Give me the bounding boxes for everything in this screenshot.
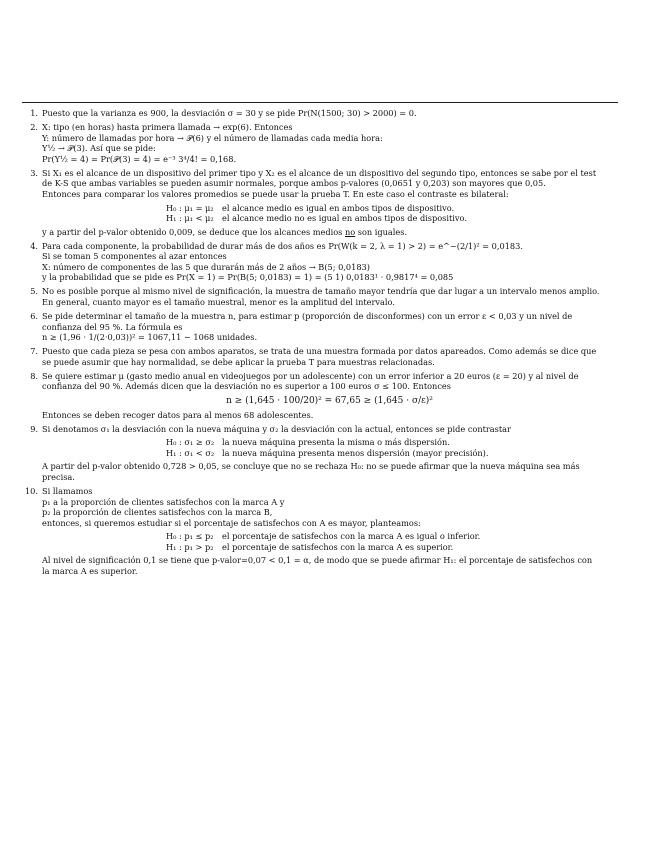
solutions-document — [24, 108, 617, 580]
hypothesis-symbol: H₀ : μ₁ = μ₂ — [166, 202, 214, 213]
hypothesis-null — [166, 531, 617, 542]
solution-item-4 — [24, 241, 617, 283]
underlined-word: no — [344, 226, 356, 237]
formula-line: Pr(Y½ = 4) = Pr(𝒫(3) = 4) = e⁻³ 3⁴/4! = 0,168. — [42, 153, 237, 164]
item-number: 4. — [30, 240, 38, 251]
hypothesis-text: el porcentaje de satisfechos con la marca A es superior. — [222, 541, 454, 552]
hypothesis-text: el porcentaje de satisfechos con la marca A es igual o inferior. — [222, 531, 481, 542]
hypothesis-text: el alcance medio no es igual en ambos tipos de dispositivo. — [222, 213, 467, 224]
solution-text: p₁ a la proporción de clientes satisfechos con la marca A y — [42, 496, 285, 507]
display-formula: n ≥ (1,645 · 100/20)² = 67,65 ≥ (1,645 · σ/ε)² — [226, 395, 433, 406]
solution-item-3 — [24, 168, 617, 238]
hypothesis-text: el alcance medio es igual en ambos tipos de dispositivo. — [222, 202, 455, 213]
item-number: 6. — [30, 311, 38, 322]
hypothesis-alternative — [166, 448, 617, 459]
hypothesis-null — [166, 203, 617, 214]
solution-text: Se quiere estimar μ (gasto medio anual en videojuegos por un adolescente) con un error inferior a 20 euros (ε = 20) y al nivel de — [42, 370, 579, 381]
solution-text: Si se toman 5 componentes al azar entonces — [42, 251, 227, 262]
hypothesis-text: la nueva máquina presenta la misma o más dispersión. — [222, 437, 450, 448]
hypothesis-block — [166, 203, 617, 224]
solution-text: de K-S que ambas variables se pueden asumir normales, porque ambos p-valores (0,0651 y 0,203) son mayores que 0,05. — [42, 178, 546, 189]
solution-text: No es posible porque al mismo nivel de significación, la muestra de tamaño mayor tendría que dar lugar a un intervalo menos amplio. — [42, 286, 600, 297]
solution-text: confianza del 90 %. Además dicen que la desviación no es superior a 100 euros σ ≤ 100. Entonces — [42, 381, 451, 392]
solution-text: X: tipo (en horas) hasta primera llamada → exp(6). Entonces — [42, 121, 293, 132]
solution-text: Puesto que la varianza es 900, la desviación σ = 30 y se pide Pr(N(1500; 30) > 2000) = 0. — [42, 108, 417, 118]
solution-text: Entonces para comparar los valores promedios se puede usar la prueba T. En este caso el contraste es bilateral: — [42, 188, 509, 199]
conclusion-text: A partir del p-valor obtenido 0,728 > 0,05, se concluye que no se rechaza H₀: no se puede afirmar que la nueva máquina sea más — [42, 461, 580, 472]
solution-text: En general, cuanto mayor es el tamaño muestral, menor es la amplitud del intervalo. — [42, 297, 395, 308]
top-rule — [22, 102, 618, 103]
solution-text: X: número de componentes de las 5 que durarán más de 2 años → B(5; 0,0183) — [42, 261, 370, 272]
solution-item-10 — [24, 486, 617, 577]
solution-text: entonces, si queremos estudiar si el porcentaje de satisfechos con A es mayor, planteamos: — [42, 517, 421, 528]
solution-item-7 — [24, 346, 617, 367]
conclusion-text — [42, 227, 617, 238]
item-number: 1. — [30, 108, 38, 118]
hypothesis-symbol: H₁ : σ₁ < σ₂ — [166, 447, 215, 458]
solution-text: p₂ la proporción de clientes satisfechos con la marca B, — [42, 507, 273, 518]
solution-text: confianza del 95 %. La fórmula es — [42, 321, 183, 332]
hypothesis-alternative — [166, 213, 617, 224]
solution-item-2 — [24, 122, 617, 164]
hypothesis-symbol: H₁ : μ₁ < μ₂ — [166, 213, 214, 224]
item-number: 8. — [30, 370, 38, 381]
solution-text: Puesto que cada pieza se pesa con ambos aparatos, se trata de una muestra formada por datos apareados. Como además se dice que — [42, 346, 597, 357]
solution-item-6 — [24, 311, 617, 343]
item-number: 10. — [24, 485, 38, 496]
solution-text: Si X₁ es el alcance de un dispositivo del primer tipo y X₂ es el alcance de un dispositivo del segundo tipo, entonces se sabe por el test — [42, 167, 597, 178]
conclusion-pre: y a partir del p-valor obtenido 0,009, se deduce que los alcances medios — [42, 226, 345, 237]
hypothesis-symbol: H₁ : p₁ > p₂ — [166, 541, 214, 552]
solution-item-1 — [24, 108, 617, 119]
formula-line: Para cada componente, la probabilidad de durar más de dos años es Pr(W(k = 2, λ = 1) > 2) = e^−(2/1)² = 0,0183. — [42, 240, 523, 251]
formula-line: y la probabilidad que se pide es Pr(X = 1) = Pr(B(5; 0,0183) = 1) = (5 1) 0,0183¹ · 0,9817⁴ = 0,085 — [42, 272, 454, 283]
item-number: 7. — [30, 346, 38, 357]
hypothesis-symbol: H₀ : p₁ ≤ p₂ — [166, 531, 214, 542]
solution-text: se puede asumir que hay normalidad, se debe aplicar la prueba T para muestras relacionadas. — [42, 356, 435, 367]
conclusion-text: precisa. — [42, 471, 75, 482]
hypothesis-text: la nueva máquina presenta menos dispersión (mayor precisión). — [222, 447, 489, 458]
conclusion-text: Al nivel de significación 0,1 se tiene que p-valor=0,07 < 0,1 = α, de modo que se puede afirmar H₁: el porcentaje de satisfechos con — [42, 555, 593, 566]
solution-text: Si llamamos — [42, 485, 93, 496]
item-number: 9. — [30, 423, 38, 434]
conclusion-text: la marca A es superior. — [42, 566, 138, 577]
item-number: 5. — [30, 286, 38, 297]
hypothesis-block — [166, 531, 617, 552]
item-number: 2. — [30, 121, 38, 132]
hypothesis-symbol: H₀ : σ₁ ≥ σ₂ — [166, 437, 215, 448]
formula-line: n ≥ (1,96 · 1/(2·0,03))² = 1067,11 ∼ 1068 unidades. — [42, 332, 258, 343]
solution-item-5 — [24, 286, 617, 307]
solution-text: Y: número de llamadas por hora → 𝒫(6) y el número de llamadas cada media hora: — [42, 132, 383, 143]
conclusion-text: Entonces se deben recoger datos para al menos 68 adolescentes. — [42, 409, 314, 420]
conclusion-post: son iguales. — [355, 226, 408, 237]
solution-text: Si denotamos σ₁ la desviación con la nueva máquina y σ₂ la desviación con la actual, entonces se pide contrastar — [42, 423, 511, 434]
hypothesis-block — [166, 437, 617, 458]
solution-text: Y½ → 𝒫(3). Así que se pide: — [42, 143, 156, 154]
solution-item-9 — [24, 424, 617, 483]
solution-item-8 — [24, 371, 617, 420]
hypothesis-alternative — [166, 542, 617, 553]
solution-text: Se pide determinar el tamaño de la muestra n, para estimar p (proporción de disconformes) con un error ε < 0,03 y un nivel de — [42, 311, 573, 322]
item-number: 3. — [30, 167, 38, 178]
solutions-list — [24, 108, 617, 577]
hypothesis-null — [166, 437, 617, 448]
